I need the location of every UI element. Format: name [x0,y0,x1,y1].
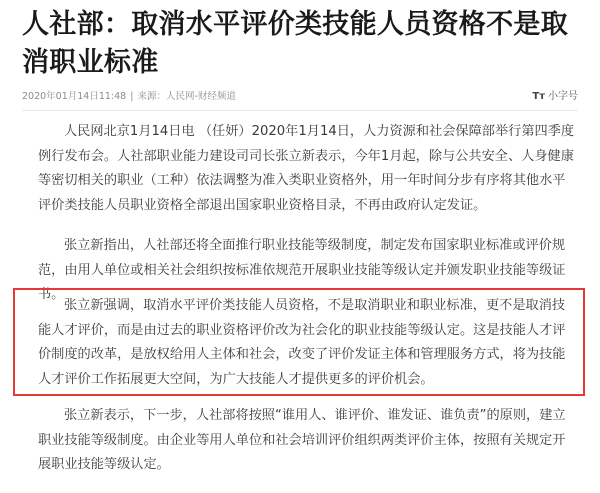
publish-datetime: 2020年01月14日11:48 [22,91,127,102]
paragraph-3-highlighted: 张立新强调，取消水平评价类技能人员资格，不是取消职业和职业标准，更不是取消技能人才评价，而是由过去的职业资格评价改为社会化的职业技能等级认定。这是技能人才评价制度的改革，是放权给用人主体和社会，改变了评价发证主体和管理服务方式，将为技能人才评价工作拓展更大空间，为广大技能人才提供更多的评价机会。 [38,298,566,387]
font-size-icon: Tт [532,91,545,102]
article-title: 人社部：取消水平评价类技能人员资格不是取消职业标准 [22,9,568,78]
paragraph-2: 张立新指出，人社部还将全面推行职业技能等级制度，制定发布国家职业标准或评价规范，由用人单位或相关社会组织按标准依规范开展职业技能等级认定并颁发职业技能等级证书。 [38,238,566,302]
paragraph-1: 人民网北京1月14日电 （任妍）2020年1月14日，人力资源和社会保障部举行第四季度例行发布会。人社部职业能力建设司司长张立新表示，今年1月起，除与公共安全、人身健康等密切相关的职业（工种）依法调整为准入类职业资格外，用一年时间分步有序将其他水平评价类技能人员职业资格全部退出国家职业资格目录，不再由政府认定发证。 [38,124,575,213]
meta-separator: | [130,91,134,102]
source-link[interactable]: 人民网-财经频道 [165,91,236,102]
font-size-toggle[interactable] [532,88,578,106]
font-size-label: 小字号 [548,91,578,102]
paragraph-4: 张立新表示，下一步，人社部将按照“谁用人、谁评价、谁发证、谁负责”的原则，建立职业技能等级制度。由企业等用人单位和社会培训评价组织两类评价主体，按照有关规定开展职业技能等级认定。 [38,408,566,472]
meta-divider [22,110,578,111]
article-meta [22,88,578,106]
source-label: 来源： [137,91,166,102]
